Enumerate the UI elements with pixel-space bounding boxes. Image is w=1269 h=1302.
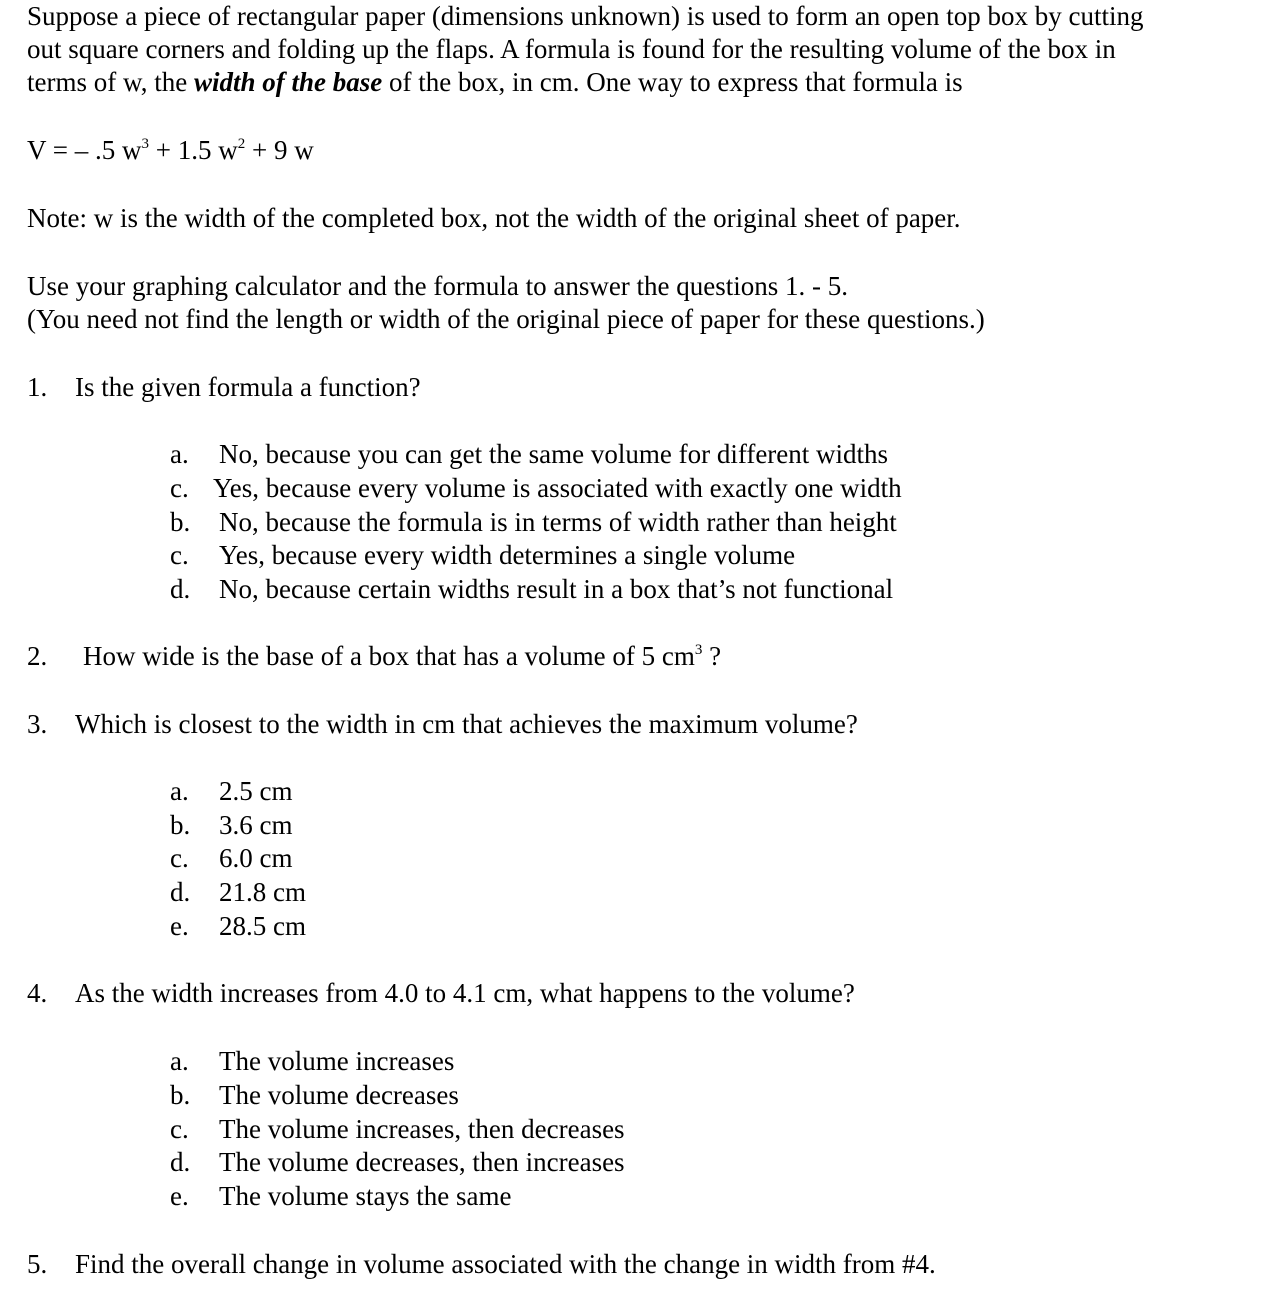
option [170,910,306,943]
option-letter: c. [170,1114,189,1144]
option-letter: e. [170,1181,189,1211]
question-text: Is the given formula a function? [75,372,421,402]
option-letter: c. [170,843,189,873]
option-letter: d. [170,1147,191,1177]
option-text: No, because you can get the same volume for different widths [219,439,889,469]
question-text: Find the overall change in volume associated with the change in width from #4. [75,1249,936,1279]
option [170,573,893,606]
option-letter: a. [170,439,189,469]
option-text: 3.6 cm [219,810,293,840]
text: + 1.5 w [149,135,238,165]
instructions-line-1: Use your graphing calculator and the formula to answer the questions 1. - 5. [27,271,849,301]
intro-line-2: out square corners and folding up the flaps. A formula is found for the resulting volume of the box in [27,34,1116,64]
option-letter: a. [170,1046,189,1076]
option-text: The volume decreases [219,1080,459,1110]
option [170,1045,454,1078]
option-text: Yes, because every width determines a single volume [219,540,796,570]
option [170,809,293,842]
option-text: 21.8 cm [219,877,306,907]
question-5 [27,1248,936,1281]
question-number: 4. [27,978,48,1008]
question-1 [27,371,421,404]
option [170,438,888,471]
option [170,472,902,505]
exponent: 3 [694,642,703,658]
instructions-line-2: (You need not find the length or width of the original piece of paper for these questions.) [27,304,985,334]
question-text: Which is closest to the width in cm that achieves the maximum volume? [75,709,858,739]
option-text: 2.5 cm [219,776,293,806]
option-letter: d. [170,574,191,604]
option [170,842,293,875]
option-text: The volume increases [219,1046,455,1076]
question-number: 2. [27,641,48,671]
text: ? [702,641,722,671]
option-text: No, because the formula is in terms of width rather than height [219,507,897,537]
option [170,539,795,572]
option-text: 6.0 cm [219,843,293,873]
option-letter: c. [170,540,189,570]
option-letter: d. [170,877,191,907]
option [170,1180,511,1213]
option-text: The volume decreases, then increases [219,1147,625,1177]
text: V = – .5 w [27,135,142,165]
option-text: 28.5 cm [219,911,306,941]
question-2 [27,640,721,673]
emphasis-width-of-base: width of the base [193,67,383,97]
question-text: As the width increases from 4.0 to 4.1 cm, what happens to the volume? [75,978,855,1008]
note: Note: w is the width of the completed box, not the width of the original sheet of paper. [27,203,961,233]
option [170,876,306,909]
question-text: How wide is the base of a box that has a volume of 5 cm [83,641,695,671]
exponent: 3 [141,136,149,152]
question-number: 5. [27,1249,48,1279]
question-number: 3. [27,709,48,739]
option [170,1146,625,1179]
option-text: No, because certain widths result in a box that’s not functional [219,574,894,604]
option-text: The volume stays the same [219,1181,512,1211]
option [170,1113,625,1146]
option-text: The volume increases, then decreases [219,1114,625,1144]
option-letter: a. [170,776,189,806]
text: of the box, in cm. One way to express that formula is [382,67,963,97]
option [170,775,293,808]
option-letter: c. [170,473,189,503]
intro-line-1: Suppose a piece of rectangular paper (dimensions unknown) is used to form an open top box by cutting [27,1,1144,31]
option-letter: b. [170,810,191,840]
text: + 9 w [245,135,314,165]
option [170,1079,459,1112]
option-letter: b. [170,1080,191,1110]
option-letter: e. [170,911,189,941]
option-letter: b. [170,507,191,537]
volume-formula [27,134,314,167]
option-text: Yes, because every volume is associated with exactly one width [213,473,902,503]
intro-line-3 [27,66,963,99]
text: terms of w, the [27,67,194,97]
exponent: 2 [237,136,246,152]
question-number: 1. [27,372,48,402]
question-4 [27,977,855,1010]
option [170,506,897,539]
question-3 [27,708,858,741]
